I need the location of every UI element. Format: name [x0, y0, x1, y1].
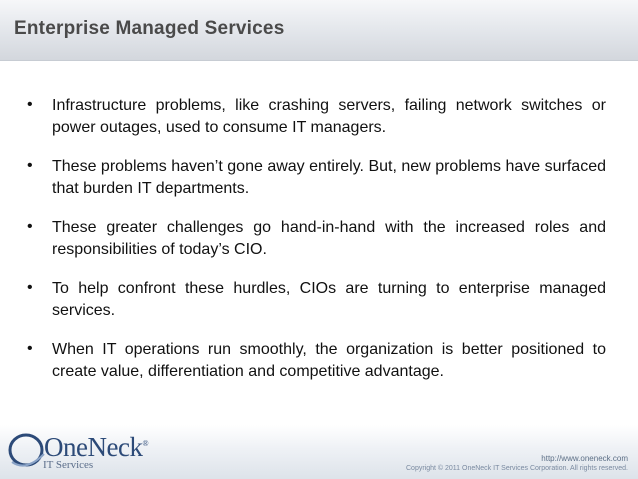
bullet-marker: •	[27, 96, 33, 113]
bullet-text: To help confront these hurdles, CIOs are turning to enterprise managed services.	[52, 280, 606, 319]
oneneck-logo	[6, 432, 149, 476]
bullet-item	[26, 278, 606, 322]
bullet-marker: •	[27, 157, 33, 174]
bullet-text: When IT operations run smoothly, the organization is better positioned to create value, differentiation and competitive advantage.	[52, 341, 606, 380]
bullet-list	[26, 95, 606, 400]
bullet-marker: •	[27, 218, 33, 235]
logo-swoosh-icon	[6, 432, 46, 476]
slide-title: Enterprise Managed Services	[14, 18, 285, 39]
bullet-item	[26, 217, 606, 261]
logo-subtitle: IT Services	[43, 459, 94, 471]
bullet-item	[26, 95, 606, 139]
footer-url: http://www.oneneck.com	[541, 454, 628, 463]
bullet-item	[26, 156, 606, 200]
logo-wordmark: OneNeck®	[44, 432, 149, 462]
bullet-text: These problems haven’t gone away entirely. But, new problems have surfaced that burden IT departments.	[52, 158, 606, 197]
bullet-item	[26, 339, 606, 383]
bullet-marker: •	[27, 279, 33, 296]
bullet-text: These greater challenges go hand-in-hand with the increased roles and responsibilities of today’s CIO.	[52, 219, 606, 258]
footer-copyright: Copyright © 2011 OneNeck IT Services Corporation. All rights reserved.	[406, 465, 628, 472]
bullet-text: Infrastructure problems, like crashing servers, failing network switches or power outages, used to consume IT managers.	[52, 97, 606, 136]
bullet-marker: •	[27, 340, 33, 357]
